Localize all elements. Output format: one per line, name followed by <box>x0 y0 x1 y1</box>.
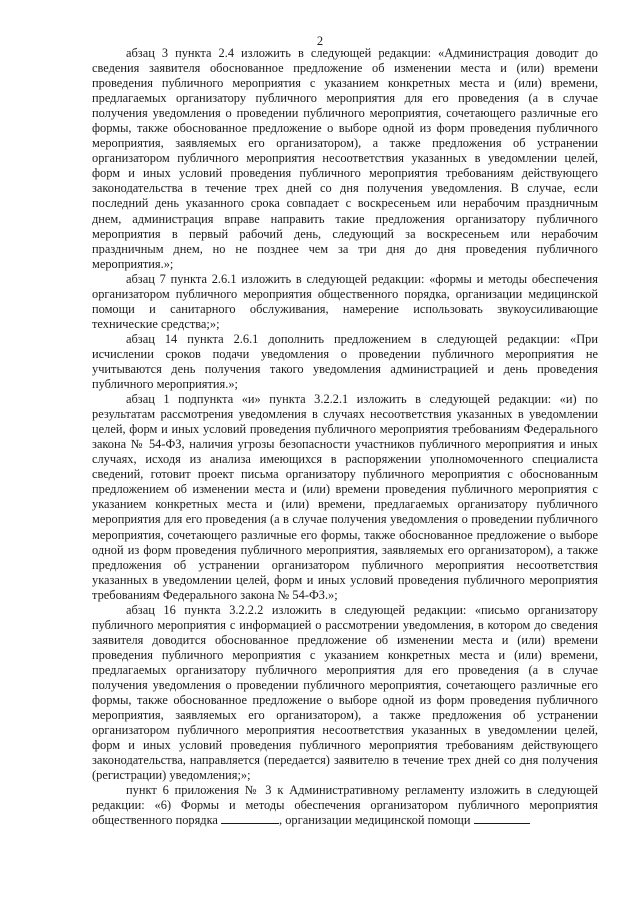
paragraph-amend-3-2-2-2: абзац 16 пункта 3.2.2.2 изложить в следующей редакции: «письмо организатору публичного мероприятия с информацией о рассмотрении уведомления, в котором до сведения заявителя доводится обоснованное предложение об изменении места и (или) времени проведения публичного мероприятия с указанием конкретных места и (или) времени, предлагаемых организатору публичного мероприятия для его проведения (а в случае получения уведомления о проведении публичного мероприятия, сочетающего различные его формы, также обоснованное предложение о выборе одной из форм проведения публичного мероприятия, заявляемых его организатором), а также предложения об устранении организатором публичного мероприятия несоответствия указанных в уведомлении целей, форм и иных условий проведения публичного мероприятия требованиям действующего законодательства, направляется (передается) заявителю в течение трех дней со дня получения (регистрации) уведомления;»; <box>92 602 598 783</box>
appendix-text-part-2: , организации медицинской помощи <box>279 813 474 828</box>
paragraph-amend-2-6-1-abzac-14: абзац 14 пункта 2.6.1 дополнить предложением в следующей редакции: «При исчислении сроков подачи уведомления о проведении публичного мероприятия не учитываются день получения такого уведомления администрацией и день проведения публичного мероприятия.»; <box>92 331 598 392</box>
paragraph-amend-2-4: абзац 3 пункта 2.4 изложить в следующей редакции: «Администрация доводит до сведения заявителя обоснованное предложение об изменении места и (или) времени проведения публичного мероприятия с указанием конкретных места и (или) времени, предлагаемых организатору публичного мероприятия для его проведения (а в случае получения уведомления о проведении публичного мероприятия, сочетающего различные его формы, также обоснованное предложение о выборе одной из форм проведения публичного мероприятия, заявляемых его организатором), а также предложения об устранении организатором публичного мероприятия несоответствия указанных в уведомлении целей, форм и иных условий проведения публичного мероприятия требованиям действующего законодательства в течение трех дней со дня получения уведомления. В случае, если последний день указанного срока совпадает с воскресеньем или нерабочим праздничным днем, администрация вправе направить такие предложения организатору публичного мероприятия в первый рабочий день, следующий за воскресеньем или нерабочим праздничным днем, но не позднее чем за три дня до дня проведения публичного мероприятия.»; <box>92 46 598 271</box>
fill-in-blank-line <box>221 813 279 824</box>
paragraph-amend-appendix-3 <box>92 783 598 828</box>
paragraph-amend-2-6-1-abzac-7: абзац 7 пункта 2.6.1 изложить в следующей редакции: «формы и методы обеспечения организатором публичного мероприятия общественного порядка, организации медицинской помощи и санитарного обслуживания, намерение использовать звукоусиливающие технические средства;»; <box>92 271 598 331</box>
appendix-text-part-1: пункт 6 приложения № 3 к Административному регламенту изложить в следующей редакции: «6) Формы и методы обеспечения организатором публичного мероприятия общественного порядка <box>92 783 598 828</box>
paragraph-amend-3-2-2-1: абзац 1 подпункта «и» пункта 3.2.2.1 изложить в следующей редакции: «и) по результатам рассмотрения уведомления в случаях несоответствия указанных в уведомлении целей, форм и иных условий проведения публичного мероприятия требованиям Федерального закона № 54-ФЗ, наличия угрозы безопасности участников публичного мероприятия и иных случаях, исходя из анализа имеющихся в распоряжении уполномоченного специалиста сведений, готовит проект письма организатору публичного мероприятия с обоснованным предложением об изменении места и (или) времени проведения публичного мероприятия с указанием конкретных места и (или) времени, предлагаемых организатору публичного мероприятия для его проведения (а в случае получения уведомления о проведении публичного мероприятия, сочетающего различные его формы, также обоснованное предложение о выборе одной из форм проведения публичного мероприятия, заявляемых его организатором), а также предложения об устранении организатором публичного мероприятия несоответствия указанных в уведомлении целей, форм и иных условий проведения публичного мероприятия требованиям Федерального закона № 54-ФЗ.»; <box>92 392 598 602</box>
page-number: 2 <box>316 34 324 48</box>
fill-in-blank-line <box>474 813 530 824</box>
document-body <box>92 46 598 828</box>
